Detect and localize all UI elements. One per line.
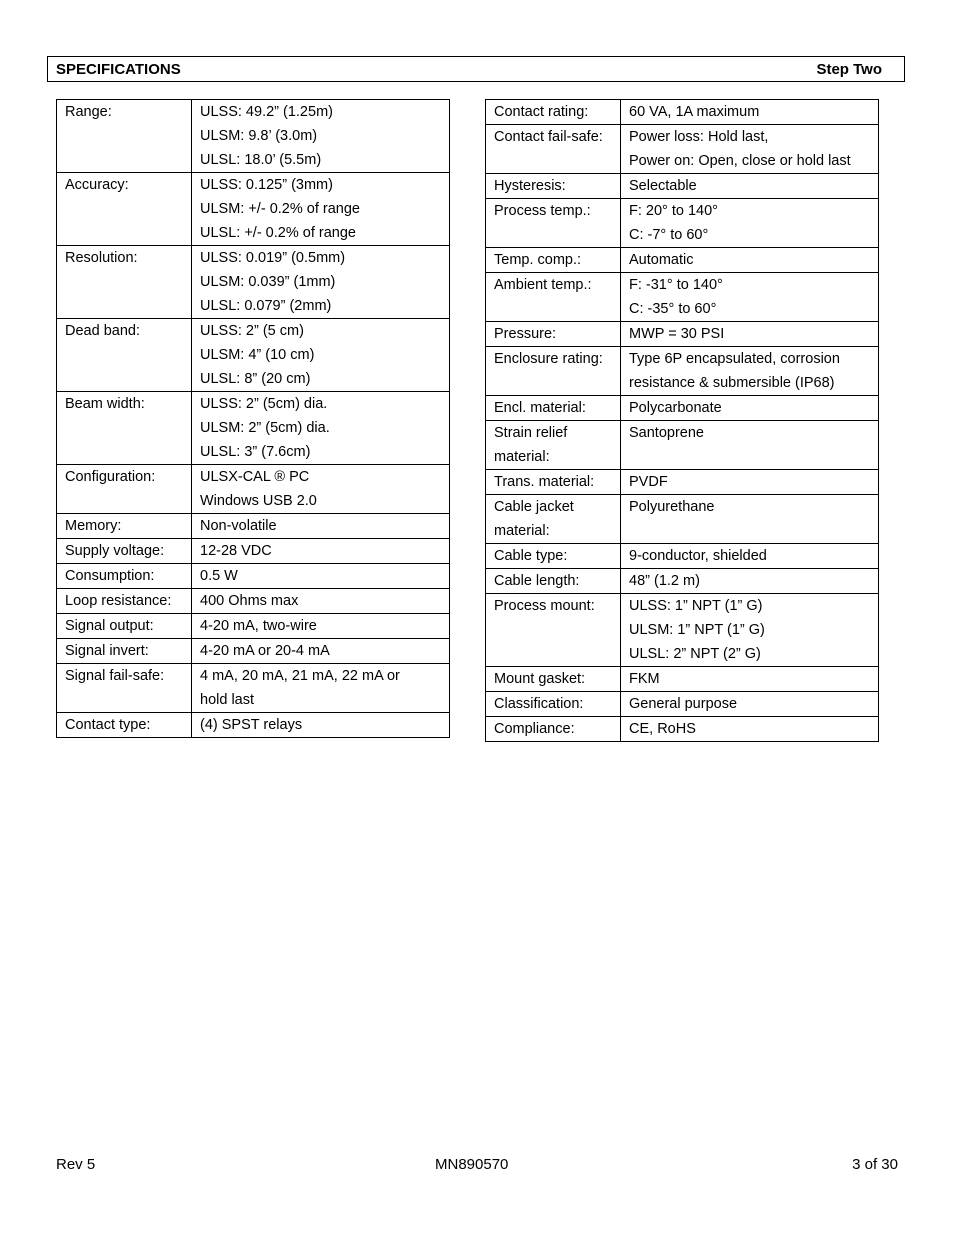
spec-value bbox=[621, 347, 879, 396]
spec-label: Contact rating: bbox=[486, 100, 621, 125]
spec-value bbox=[192, 246, 450, 319]
spec-value bbox=[621, 470, 879, 495]
spec-value-line: MWP = 30 PSI bbox=[629, 326, 725, 342]
spec-value bbox=[192, 465, 450, 514]
spec-label: Dead band: bbox=[57, 319, 192, 392]
section-header bbox=[47, 56, 905, 82]
step-label: Step Two bbox=[816, 60, 882, 78]
spec-value-line: ULSL: 3” (7.6cm) bbox=[200, 444, 311, 460]
spec-value-line: 4-20 mA or 20-4 mA bbox=[200, 643, 330, 659]
spec-row bbox=[57, 539, 450, 564]
spec-value-line: C: -7° to 60° bbox=[629, 227, 709, 243]
spec-value-line: ULSS: 49.2” (1.25m) bbox=[200, 104, 333, 120]
spec-value bbox=[192, 564, 450, 589]
spec-value bbox=[621, 125, 879, 174]
spec-value bbox=[192, 100, 450, 173]
spec-row bbox=[57, 614, 450, 639]
spec-label: Signal output: bbox=[57, 614, 192, 639]
spec-row bbox=[486, 495, 879, 544]
spec-value bbox=[192, 173, 450, 246]
spec-value bbox=[621, 174, 879, 199]
spec-label: Contact fail-safe: bbox=[486, 125, 621, 174]
spec-row bbox=[486, 322, 879, 347]
spec-row bbox=[57, 514, 450, 539]
spec-value-line: ULSM: 1” NPT (1” G) bbox=[629, 622, 765, 638]
spec-value bbox=[621, 100, 879, 125]
spec-value-line: 48” (1.2 m) bbox=[629, 573, 700, 589]
spec-row bbox=[57, 246, 450, 319]
spec-row bbox=[486, 100, 879, 125]
spec-value bbox=[192, 614, 450, 639]
footer-page-number: 3 of 30 bbox=[852, 1156, 898, 1173]
spec-label: Cable jacket material: bbox=[486, 495, 621, 544]
spec-value bbox=[192, 589, 450, 614]
spec-label: Consumption: bbox=[57, 564, 192, 589]
spec-value bbox=[192, 639, 450, 664]
spec-value-line: hold last bbox=[200, 692, 255, 708]
spec-row bbox=[57, 100, 450, 173]
spec-row bbox=[57, 589, 450, 614]
spec-value bbox=[192, 514, 450, 539]
spec-label: Range: bbox=[57, 100, 192, 173]
spec-row bbox=[57, 392, 450, 465]
spec-value-line: ULSS: 1” NPT (1” G) bbox=[629, 598, 763, 614]
spec-value-line: PVDF bbox=[629, 474, 668, 490]
spec-value-line: ULSS: 2” (5cm) dia. bbox=[200, 396, 328, 412]
spec-label: Process mount: bbox=[486, 594, 621, 667]
spec-value bbox=[621, 594, 879, 667]
spec-value-line: 9-conductor, shielded bbox=[629, 548, 767, 564]
spec-value-line: General purpose bbox=[629, 696, 738, 712]
spec-value-line: (4) SPST relays bbox=[200, 717, 303, 733]
spec-value-line: 400 Ohms max bbox=[200, 593, 299, 609]
spec-value-line: Type 6P encapsulated, corrosion bbox=[629, 351, 840, 367]
spec-value-line: 4-20 mA, two-wire bbox=[200, 618, 317, 634]
spec-row bbox=[486, 594, 879, 667]
spec-row bbox=[486, 470, 879, 495]
spec-value-line: Santoprene bbox=[629, 425, 704, 441]
spec-value-line: Power on: Open, close or hold last bbox=[629, 153, 851, 169]
spec-row bbox=[57, 465, 450, 514]
spec-label: Memory: bbox=[57, 514, 192, 539]
spec-row bbox=[486, 667, 879, 692]
spec-value bbox=[621, 717, 879, 742]
spec-label: Strain relief material: bbox=[486, 421, 621, 470]
spec-value-line: ULSL: 8” (20 cm) bbox=[200, 371, 311, 387]
spec-label: Supply voltage: bbox=[57, 539, 192, 564]
spec-value bbox=[621, 692, 879, 717]
footer-revision: Rev 5 bbox=[56, 1156, 96, 1173]
spec-value bbox=[192, 664, 450, 713]
spec-value-line: ULSL: +/- 0.2% of range bbox=[200, 225, 356, 241]
spec-value-line: F: -31° to 140° bbox=[629, 277, 723, 293]
spec-label: Ambient temp.: bbox=[486, 273, 621, 322]
spec-value-line: ULSS: 0.125” (3mm) bbox=[200, 177, 333, 193]
spec-value bbox=[621, 544, 879, 569]
spec-label: Enclosure rating: bbox=[486, 347, 621, 396]
spec-row bbox=[57, 639, 450, 664]
spec-label: Resolution: bbox=[57, 246, 192, 319]
spec-value-line: ULSX-CAL ® PC bbox=[200, 469, 310, 485]
spec-value bbox=[621, 396, 879, 421]
specifications-table-left bbox=[56, 99, 450, 738]
spec-row bbox=[486, 273, 879, 322]
spec-label: Loop resistance: bbox=[57, 589, 192, 614]
spec-value-line: ULSM: 9.8’ (3.0m) bbox=[200, 128, 318, 144]
spec-row bbox=[486, 544, 879, 569]
spec-label: Beam width: bbox=[57, 392, 192, 465]
spec-value bbox=[621, 322, 879, 347]
spec-value-line: F: 20° to 140° bbox=[629, 203, 718, 219]
spec-row bbox=[486, 421, 879, 470]
spec-value-line: ULSL: 2” NPT (2” G) bbox=[629, 646, 761, 662]
spec-label: Cable length: bbox=[486, 569, 621, 594]
spec-value bbox=[621, 569, 879, 594]
spec-label: Compliance: bbox=[486, 717, 621, 742]
spec-value bbox=[621, 199, 879, 248]
spec-value bbox=[621, 248, 879, 273]
spec-label: Signal fail-safe: bbox=[57, 664, 192, 713]
spec-label: Process temp.: bbox=[486, 199, 621, 248]
spec-value-line: ULSL: 18.0’ (5.5m) bbox=[200, 152, 322, 168]
spec-label: Classification: bbox=[486, 692, 621, 717]
spec-row bbox=[486, 692, 879, 717]
spec-row bbox=[57, 564, 450, 589]
specifications-table-right bbox=[485, 99, 879, 742]
spec-value-line: ULSM: 2” (5cm) dia. bbox=[200, 420, 330, 436]
spec-value-line: ULSM: 0.039” (1mm) bbox=[200, 274, 336, 290]
spec-row bbox=[57, 664, 450, 713]
spec-row bbox=[57, 713, 450, 738]
spec-label: Encl. material: bbox=[486, 396, 621, 421]
spec-row bbox=[486, 396, 879, 421]
spec-value-line: Selectable bbox=[629, 178, 697, 194]
spec-label: Accuracy: bbox=[57, 173, 192, 246]
spec-value bbox=[192, 539, 450, 564]
spec-row bbox=[486, 199, 879, 248]
section-title: SPECIFICATIONS bbox=[56, 60, 181, 78]
spec-label: Trans. material: bbox=[486, 470, 621, 495]
spec-label: Configuration: bbox=[57, 465, 192, 514]
spec-value-line: ULSL: 0.079” (2mm) bbox=[200, 298, 332, 314]
spec-value bbox=[621, 667, 879, 692]
spec-row bbox=[486, 125, 879, 174]
spec-value bbox=[192, 713, 450, 738]
spec-label: Mount gasket: bbox=[486, 667, 621, 692]
spec-value-line: ULSM: +/- 0.2% of range bbox=[200, 201, 360, 217]
spec-row bbox=[486, 174, 879, 199]
spec-value-line: ULSS: 2” (5 cm) bbox=[200, 323, 304, 339]
spec-value bbox=[621, 495, 879, 544]
spec-value-line: Polyurethane bbox=[629, 499, 715, 515]
spec-row bbox=[486, 347, 879, 396]
footer-document-number: MN890570 bbox=[435, 1156, 509, 1173]
spec-value-line: C: -35° to 60° bbox=[629, 301, 717, 317]
spec-label: Signal invert: bbox=[57, 639, 192, 664]
spec-value-line: ULSS: 0.019” (0.5mm) bbox=[200, 250, 346, 266]
spec-value-line: 60 VA, 1A maximum bbox=[629, 104, 760, 120]
spec-value bbox=[192, 392, 450, 465]
spec-row bbox=[486, 717, 879, 742]
spec-value bbox=[621, 421, 879, 470]
spec-value-line: Automatic bbox=[629, 252, 694, 268]
spec-value-line: 0.5 W bbox=[200, 568, 238, 584]
spec-label: Cable type: bbox=[486, 544, 621, 569]
spec-row bbox=[486, 248, 879, 273]
spec-value-line: 4 mA, 20 mA, 21 mA, 22 mA or bbox=[200, 668, 400, 684]
spec-value-line: Polycarbonate bbox=[629, 400, 722, 416]
spec-label: Pressure: bbox=[486, 322, 621, 347]
spec-value-line: ULSM: 4” (10 cm) bbox=[200, 347, 315, 363]
spec-value-line: 12-28 VDC bbox=[200, 543, 272, 559]
spec-value-line: resistance & submersible (IP68) bbox=[629, 375, 835, 391]
spec-row bbox=[57, 173, 450, 246]
spec-label: Contact type: bbox=[57, 713, 192, 738]
spec-value-line: Power loss: Hold last, bbox=[629, 129, 769, 145]
spec-value-line: FKM bbox=[629, 671, 660, 687]
spec-row bbox=[486, 569, 879, 594]
spec-value bbox=[192, 319, 450, 392]
spec-label: Hysteresis: bbox=[486, 174, 621, 199]
spec-value-line: Non-volatile bbox=[200, 518, 277, 534]
spec-value-line: Windows USB 2.0 bbox=[200, 493, 317, 509]
spec-label: Temp. comp.: bbox=[486, 248, 621, 273]
spec-value-line: CE, RoHS bbox=[629, 721, 696, 737]
spec-row bbox=[57, 319, 450, 392]
spec-value bbox=[621, 273, 879, 322]
